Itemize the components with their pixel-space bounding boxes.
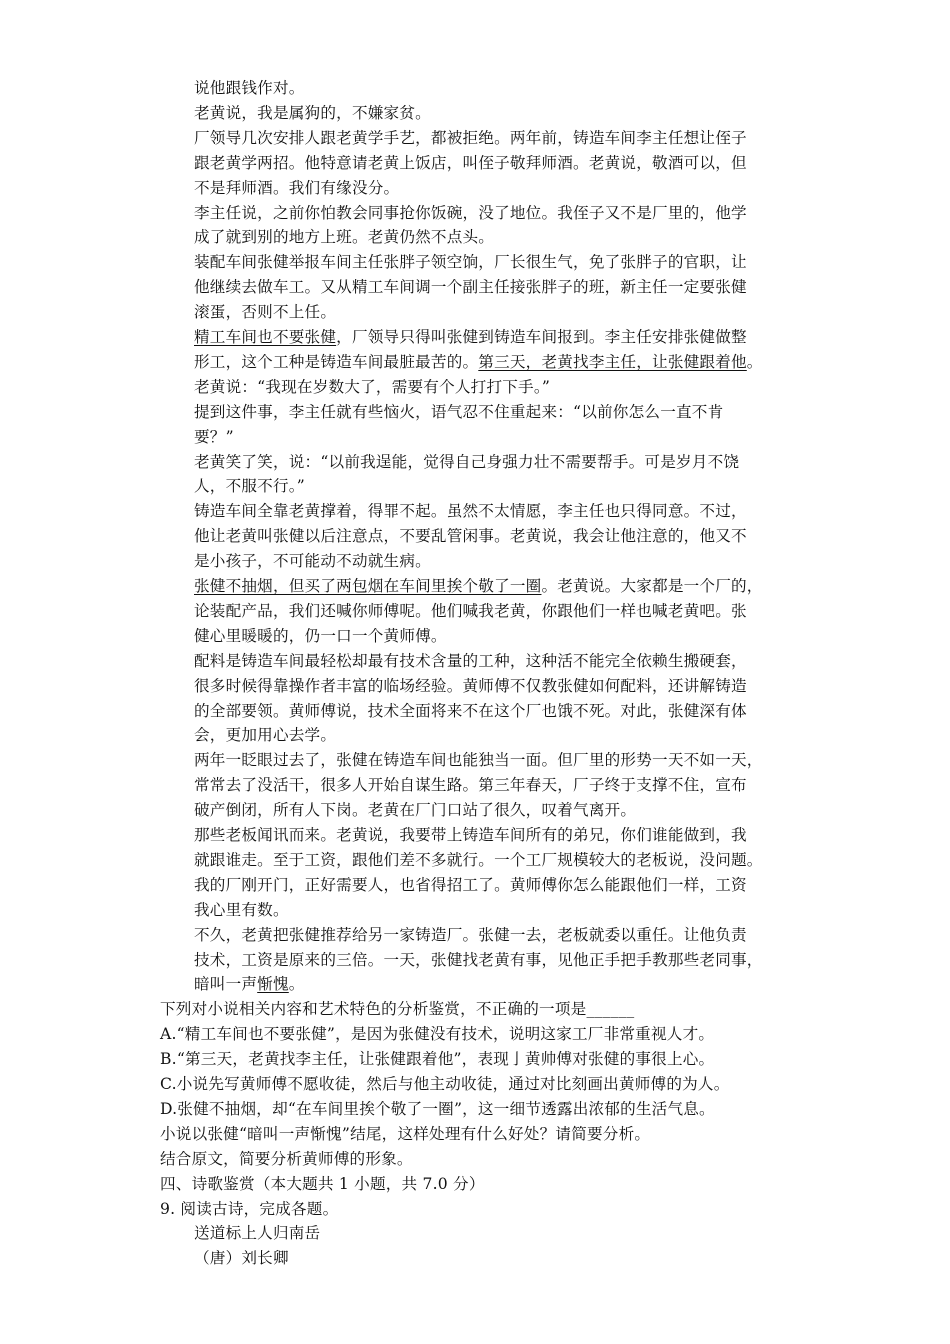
question-line [160, 1097, 715, 1121]
story-line [194, 773, 747, 797]
story-line [194, 549, 431, 573]
question-line [160, 1022, 714, 1046]
story-line [194, 524, 747, 548]
text-segment: 四、诗歌鉴赏（本大题共 1 小题，共 7.0 分） [160, 1174, 485, 1193]
question-line [160, 1122, 650, 1146]
text-segment: ，厂领导只得叫张健到铸造车间报到。李主任安排张健做整 [336, 328, 747, 346]
text-segment: 滚蛋，否则不上任。 [194, 303, 337, 322]
question-line [194, 1246, 289, 1270]
story-line [194, 126, 747, 150]
text-segment: 。老黄说。大家都是一个厂的， [541, 577, 763, 595]
text-segment: 健心里暖暖的，仍一口一个黄师傅。 [194, 626, 447, 645]
text-segment: 老黄说，我是属狗的，不嫌家贫。 [194, 103, 431, 122]
text-segment: 配料是铸造车间最轻松却最有技术含量的工种，这种活不能完全依赖生搬硬套， [194, 651, 747, 670]
underlined-text: 惭愧 [257, 975, 289, 994]
text-segment: 9. 阅读古诗，完成各题。 [160, 1199, 339, 1218]
story-line [194, 76, 305, 100]
story-line [194, 250, 747, 274]
story-line [194, 923, 747, 947]
text-segment: 是小孩子，不可能动不动就生病。 [194, 552, 431, 571]
text-segment: 形工，这个工种是铸造车间最脏最苦的。 [194, 352, 479, 371]
text-segment: 人，不服不行。” [194, 477, 305, 496]
text-segment: A.“精工车间也不要张健”，是因为张健没有技术，说明这家工厂非常重视人才。 [160, 1025, 715, 1044]
question-line [160, 1197, 338, 1221]
story-line [194, 425, 234, 449]
underlined-text: 张健不抽烟，但买了两包烟在车间里挨个敬了一圈 [194, 577, 542, 595]
text-segment: 破产倒闭，所有人下岗。老黄在厂门口站了很久，叹着气离开。 [194, 801, 637, 820]
text-segment: 他继续去做车工。又从精工车间调一个副主任接张胖子的班，新主任一定要张健 [194, 278, 747, 297]
text-segment: 要？” [194, 427, 234, 446]
story-line [194, 649, 747, 673]
text-segment: 不是拜师酒。我们有缘没分。 [194, 178, 400, 197]
text-segment: （唐）刘长卿 [194, 1249, 289, 1268]
story-line [194, 151, 747, 175]
text-segment: 老黄说：“我现在岁数大了，需要有个人打打下手。” [194, 377, 551, 396]
question-line [160, 997, 634, 1021]
story-line [194, 400, 723, 424]
story-line [194, 176, 399, 200]
text-segment: 的全部要领。黄师傅说，技术全面将来不在这个厂也饿不死。对此，张健深有体 [194, 701, 747, 720]
text-segment: B.“第三天，老黄找李主任，让张健跟着他”，表现亅黄帅傅对张健的事很上心。 [160, 1050, 715, 1069]
text-segment: D.张健不抽烟，却“在车间里挨个敬了一圈”，这一细节透露出浓郁的生活气息。 [160, 1099, 715, 1118]
story-line [194, 699, 747, 723]
story-line [194, 624, 447, 648]
story-line [194, 873, 747, 897]
story-line [194, 798, 636, 822]
story-line [194, 450, 739, 474]
text-segment: 成了就到别的地方上班。老黄仍然不点头。 [194, 228, 495, 247]
story-line [194, 972, 305, 996]
story-line [194, 350, 763, 374]
text-segment: C.小说先写黄师傅不愿收徒，然后与他主动收徒，通过对比刻画出黄师傅的为人。 [160, 1075, 730, 1093]
text-segment: 小说以张健“暗叫一声惭愧”结尾，这样处理有什么好处？请简要分析。 [160, 1124, 651, 1143]
question-line [194, 1221, 320, 1245]
story-line [194, 474, 305, 498]
underlined-text: 精工车间也不要张健 [194, 328, 337, 346]
text-segment: 老黄笑了笑，说：“以前我逞能，觉得自己身强力壮不需要帮手。可是岁月不饶 [194, 452, 740, 471]
question-line [160, 1147, 413, 1171]
text-segment: 会，更加用心去学。 [194, 726, 337, 745]
story-line [194, 948, 763, 972]
story-line [194, 748, 763, 772]
text-segment: ______ [586, 1000, 635, 1019]
text-segment: 论装配产品，我们还喊你师傅呢。他们喊我老黄，你跟他们一样也喊老黄吧。张 [194, 601, 747, 620]
text-segment: 结合原文，简要分析黄师傅的形象。 [160, 1149, 413, 1168]
text-segment: 说他跟钱作对。 [194, 79, 305, 97]
text-segment: 提到这件事，李主任就有些恼火，语气忍不住重起来：“以前你怎么一直不肯 [194, 402, 724, 421]
text-segment: 装配车间张健举报车间主任张胖子领空饷，厂长很生气，免了张胖子的官职，让 [194, 253, 747, 272]
story-line [194, 300, 336, 324]
story-line [194, 225, 494, 249]
text-segment: 不久，老黄把张健推荐给另一家铸造厂。张健一去，老板就委以重任。让他负责 [194, 925, 747, 944]
story-line [194, 101, 431, 125]
story-line [194, 599, 747, 623]
story-line [194, 574, 763, 598]
story-line [194, 723, 336, 747]
text-segment: 很多时候得靠操作者丰富的临场经验。黄师傅不仅教张健如何配料，还讲解铸造 [194, 676, 747, 695]
story-line [194, 848, 763, 872]
text-segment: 那些老板闻讯而来。老黄说，我要带上铸造车间所有的弟兄，你们谁能做到，我 [194, 826, 747, 844]
story-line [194, 375, 550, 399]
story-line [194, 499, 747, 523]
story-line [194, 275, 747, 299]
story-line [194, 201, 747, 225]
question-line [160, 1172, 485, 1196]
text-segment: 。 [746, 352, 763, 371]
text-segment: 我的厂刚开门，正好需要人，也省得招工了。黄师傅你怎么能跟他们一样，工资 [194, 875, 747, 894]
story-line [194, 898, 289, 922]
text-segment: 技术，工资是原来的三倍。一天，张健找老黄有事，见他正手把手教那些老同事， [194, 950, 763, 969]
text-segment: 铸造车间全靠老黄撑着，得罪不起。虽然不太情愿，李主任也只得同意。不过， [194, 502, 747, 521]
text-segment: 跟老黄学两招。他特意请老黄上饭店，叫侄子敬拜师酒。老黄说，敬酒可以，但 [194, 153, 747, 172]
question-line [160, 1072, 730, 1096]
text-segment: 厂领导几次安排人跟老黄学手艺，都被拒绝。两年前，铸造车间李主任想让侄子 [194, 128, 747, 147]
text-segment: 。 [288, 975, 305, 994]
text-segment: 我心里有数。 [194, 900, 289, 919]
story-line [194, 325, 747, 349]
question-line [160, 1047, 714, 1071]
text-segment: 送道标上人归南岳 [194, 1224, 321, 1243]
underlined-text: 第三天，老黄找李主任，让张健跟着他 [478, 352, 747, 371]
text-segment: 李主任说，之前你怕教会同事抢你饭碗，没了地位。我侄子又不是厂里的，他学 [194, 203, 747, 222]
text-segment: 暗叫一声 [194, 975, 258, 994]
text-segment: 两年一眨眼过去了，张健在铸造车间也能独当一面。但厂里的形势一天不如一天， [194, 751, 763, 770]
story-line [194, 823, 747, 847]
text-segment: 常常去了没活干，很多人开始自谋生路。第三年春天，厂子终于支撑不住，宣布 [194, 776, 747, 795]
story-line [194, 674, 747, 698]
text-segment: 就跟谁走。至于工资，跟他们差不多就行。一个工厂规模较大的老板说，没问题。 [194, 850, 763, 869]
text-segment: 他让老黄叫张健以后注意点，不要乱管闲事。老黄说，我会让他注意的，他又不 [194, 527, 747, 546]
text-segment: 下列对小说相关内容和艺术特色的分析鉴赏，不正确的一项是 [160, 1000, 587, 1019]
